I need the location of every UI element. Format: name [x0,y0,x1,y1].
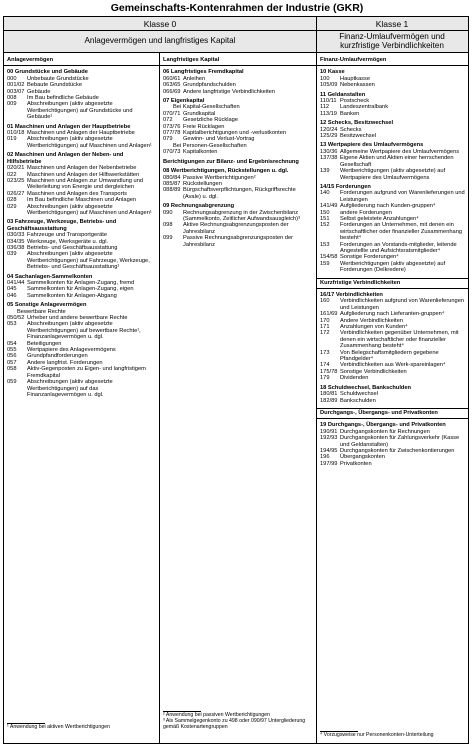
account-name: Bebaute Grundstücke [27,82,83,89]
account-number: 070/73 [163,149,181,156]
account-row [163,210,313,223]
account-name: Grundkapital [183,110,216,117]
account-name: Gebäude [27,88,51,95]
account-number: 019 [7,136,17,143]
account-row [7,204,156,217]
account-number: 063/65 [163,82,181,89]
account-number: 009 [7,101,17,108]
account-name: Maschinen und Anlagen der Hilfswerkstätten [27,171,140,178]
account-number: 174 [320,362,330,369]
account-name: Wertberichtigungen (aktiv abgesetzte) auf Wertpapiere des Umlaufvermögens [340,168,446,181]
section-title: 00 Grundstücke und Gebäude [7,69,88,76]
area-heading: Anlagevermögen [4,56,159,66]
account-number: 003/07 [7,88,25,95]
account-name: Andere langfrist. Forderungen [27,359,103,366]
account-name: Forderungen an Vorstands-mitglieder, leitende Angestellte und Aufsichtsratsmitglieder⁴ [340,241,457,254]
section-title: 01 Maschinen und Anlagen der Hauptbetriebe [7,123,131,130]
area-heading: Kurzfristige Verbindlichkeiten [317,278,468,289]
account-name: Bei Personen-Gesellschaften [173,142,247,149]
account-row [163,235,313,248]
account-row [7,366,156,379]
account-number: 152 [320,222,330,229]
account-name: Verbindlichkeiten aufgrund von Warenlieferungen und Leistungen [340,298,465,311]
account-name: Forderungen an Unternehmen, mit denen ein wirtschaftlicher oder finanzieller Zusammenhang besteht⁴ [340,222,463,242]
account-name: Im Bau befindliche Gebäude [27,95,99,102]
account-name: Passive Wertberichtigungen² [183,174,256,181]
account-name: Maschinen und Anlagen der Nebenbetriebe [27,165,137,172]
account-number: 060/61 [163,75,181,82]
account-number: 046 [7,292,17,299]
page-title: Gemeinschafts-Kontenrahmen der Industrie (GKR) [110,2,364,14]
account-row [7,293,156,299]
account-row [320,350,465,363]
account-name: Gesetzliche Rücklage [183,117,239,124]
account-number: 000 [7,75,17,82]
account-number: 153 [320,241,330,248]
account-number: 175/78 [320,368,338,375]
account-name: Sammelkonten für Anlagen-Zugang, eigen [27,286,134,293]
account-number: 001/02 [7,82,25,89]
account-name: Andere Verbindlichkeiten [340,317,403,324]
account-name: Landeszentralbank [340,104,389,111]
account-row [7,101,156,120]
account-row [7,178,156,191]
account-number: 072 [163,117,173,124]
account-number: 054 [7,340,17,347]
account-name: Abschreibungen (aktiv abgesetzte Wertberichtigungen) auf bewertbare Rechte¹, Finanzanlagevermögen u. dgl. [27,321,141,341]
account-number: 197/99 [320,460,338,467]
account-row [320,435,465,448]
account-number: 190/91 [320,428,338,435]
account-name: Sammelkonten für Anlagen-Zugang, fremd [27,280,135,286]
account-number: 150 [320,209,330,216]
account-row [7,136,156,149]
account-number: 030/33 [7,232,25,239]
account-number: 020/21 [7,165,25,172]
account-number: 070/71 [163,110,181,117]
account-name: Durchgangskonten für Zwischenkontierungen [340,447,455,454]
account-name: Im Bau befindliche Maschinen und Anlagen [27,197,137,204]
account-number: 099 [163,235,173,242]
account-name: Unbebaute Grundstücke [27,75,89,82]
account-number: 039 [7,251,17,258]
account-name: Durchgangskonten für Rechnungen [340,428,430,435]
account-row [163,222,313,235]
account-name: Postscheck [340,98,370,105]
account-name: Besitzwechsel [340,133,377,140]
account-name: andere Forderungen [340,209,392,216]
account-name: Anleihen [183,75,206,82]
account-name: Aufgliederung nach Lieferanten-gruppen⁴ [340,311,445,318]
account-name: Nebenkassen [340,82,375,89]
section-title: 13 Wertpapiere des Umlaufvermögens [320,142,424,149]
section-title: 09 Rechnungsabgrenzung [163,203,235,210]
account-number: 057 [7,359,17,366]
account-number: 085/87 [163,180,181,187]
account-number: 113/19 [320,110,337,117]
account-number: 140 [320,190,330,197]
account-name: Selbst geleistete Anzahlungen⁴ [340,215,419,222]
account-row [320,398,465,404]
account-name: Abschreibungen (aktiv abgesetzte Wertberichtigungen) auf das Finanzanlagevermögen u. dgl. [27,379,113,398]
section-title: 08 Wertberichtigungen, Rückstellungen u. dgl. [163,168,289,175]
account-row [320,222,465,241]
account-row [320,133,465,139]
account-name: Von Belegschaftsmitgliedern gegebene Pfandgelder⁴ [340,349,439,363]
account-number: 028 [7,197,17,204]
account-name: Maschinen und Anlagen des Transports [27,190,127,197]
class0-subheader: Anlagevermögen und langfristiges Kapital [4,31,316,53]
account-number: 161/69 [320,311,338,318]
account-number: 100 [320,75,330,82]
account-number: 022 [7,171,17,178]
account-number: 023/25 [7,177,25,184]
account-number: 026/27 [7,190,25,197]
account-name: Grundpfandforderungen [27,353,88,360]
account-name: Bei Kapital-Gesellschaften [173,104,240,111]
column-anlagevermoegen [4,53,159,743]
account-name: Rückstellungen [183,180,222,187]
account-name: Banken [340,110,360,117]
account-number: 041/44 [7,280,25,286]
account-name: Grundpfandschulden [183,82,236,89]
account-number: 058 [7,366,17,373]
account-name: Werkzeuge, Werksgeräte u. dgl. [27,238,109,245]
account-row [7,251,156,270]
account-number: 196 [320,454,330,461]
section-title: 11 Geldanstalten [320,91,366,98]
account-name: Sammelkonten für Anlagen-Abgang [27,292,117,299]
account-row [163,89,313,95]
account-name: Bewertbare Rechte [17,308,66,315]
footnote-4: ⁴ Vorzugsweise nur Personenkonten-Unterteilung [320,732,434,738]
section-title: 02 Maschinen und Anlagen der Neben- und Hilfsbetriebe [7,152,124,165]
account-name: Maschinen und Anlagen der Hauptbetriebe [27,130,135,137]
account-name: Verbindlichkeiten aus Werk-spareinlagen⁴ [340,362,446,369]
section-title: 06 Langfristiges Fremdkapital [163,69,244,76]
account-name: Beteiligungen [27,340,62,347]
account-number: 112 [320,104,330,111]
class1-header: Klasse 1 [316,17,468,31]
account-row [163,187,313,200]
class0-header: Klasse 0 [4,17,316,31]
section-title: 07 Eigenkapital [163,98,205,105]
account-row [7,379,156,398]
account-number: 010/18 [7,130,25,137]
account-name: Kapitalberichtigungen und -verlustkonten [183,130,287,137]
column-langfristiges-kapital [160,53,316,743]
account-name: Bürgschaftsverpflichtungen, Rückgriffsrechte (Avale) u. dgl. [183,187,296,200]
account-number: 192/93 [320,435,338,442]
account-row [320,111,465,117]
account-name: Sonstige Forderungen⁴ [340,254,399,261]
column-klasse1 [317,53,468,743]
account-row [320,375,465,381]
account-name: Schecks [340,126,362,133]
account-row [320,168,465,181]
account-number: 045 [7,286,17,293]
account-number: 066/69 [163,88,181,95]
account-number: 105/09 [320,82,338,89]
account-name: Maschinen und Anlagen zur Umwandlung und Weiterleitung von Energie und dergleichen [27,177,144,191]
class1-subheader: Finanz-Umlaufvermögen und kurzfristige Verbindlichkeiten [316,31,468,53]
account-name: Abschreibungen (aktiv abgesetzte Wertberichtigungen) auf Grundstücke und Gebäude¹ [27,101,133,121]
account-row [320,461,465,467]
account-table [3,16,469,744]
account-row [320,155,465,168]
section-title: 05 Sonstige Anlagevermögen [7,302,87,309]
account-name: Hauptkasse [340,75,371,82]
area-heading: Langfristiges Kapital [160,56,316,66]
account-number: 154/58 [320,254,338,261]
account-name: Dividenden [340,375,369,382]
footnote-2-3: ² Anwendung bei passiven Wertberichtigungen ³ Als Sammelgegenkonto zu 498 oder 090/97 Untergliederung gemäß Kostenartengruppen [163,712,306,730]
account-name: Durchgangskonten für Zahlungsverkehr (Kasse und Geldanstalten) [340,435,460,448]
account-number: 130/36 [320,148,338,155]
account-number: 139 [320,168,330,175]
account-name: Kapitalkonten [183,149,218,156]
account-number: 059 [7,379,17,386]
account-number: 180/81 [320,391,338,398]
account-name: Forderungen aufgrund von Warenlieferungen und Leistungen [340,190,465,203]
account-number: 172 [320,330,330,337]
account-number: 034/35 [7,238,25,245]
account-name: Allgemeine Wertpapiere des Umlaufvermögens [340,148,460,155]
account-number: 171 [320,324,330,331]
account-number: 125/29 [320,133,338,140]
account-number: 110/11 [320,98,337,105]
account-name: Gewinn- und Verlust-Vortrag [183,136,255,143]
section-title: 16/17 Verbindlichkeiten [320,292,383,298]
section-title: 04 Sachanlagen-Sammelkonten [7,273,93,280]
account-name: Aktive Rechnungsabgrenzungsposten der Jahresbilanz [183,222,289,235]
account-number: 182/89 [320,397,338,404]
account-number: 073/76 [163,123,181,130]
account-number: 056 [7,353,17,360]
account-number: 077/78 [163,130,181,137]
account-row [320,190,465,203]
account-number: 141/49 [320,203,338,210]
account-name: Übergangskonten [340,454,385,461]
section-title: 14/15 Forderungen [320,183,371,190]
account-number: 088/89 [163,187,181,194]
account-name: Abschreibungen (aktiv abgesetzte Wertberichtigungen) auf Maschinen und Anlagen¹ [27,136,152,149]
account-row [320,242,465,255]
account-number: 055 [7,347,17,354]
account-number: 173 [320,349,330,356]
account-name: Andere langfristige Verbindlichkeiten [183,88,276,95]
account-name: Sonstige Verbindlichkeiten [340,368,407,375]
section-title: 03 Fahrzeuge, Werkzeuge, Betriebs- und Geschäftsausstattung [7,219,117,232]
section-title: Berichtigungen zur Bilanz- und Ergebnisrechnung [163,158,299,165]
account-name: Wertberichtigungen (aktiv abgesetzte) auf Forderungen (Delkredere) [340,260,446,274]
account-name: Verbindlichkeiten gegenüber Unternehmen, mit denen ein wirtschaftlicher oder finanzieller Zusammenhang besteht⁴ [340,330,459,350]
account-number: 080/84 [163,174,181,181]
account-name: Aktiv-Gegenposten zu Eigen- und langfristigem Fremdkapital [27,366,146,379]
account-number: 008 [7,95,17,102]
account-number: 090 [163,209,173,216]
account-number: 179 [320,375,330,382]
account-name: Freie Rücklagen [183,123,225,130]
account-number: 050/52 [7,315,25,322]
account-number: 194/95 [320,447,338,454]
area-heading: Durchgangs-, Übergangs- und Privatkonten [317,408,468,419]
account-number: 053 [7,321,17,328]
account-row [320,298,465,311]
account-number: 098 [163,222,173,229]
account-name: Urheber und andere bewertbare Rechte [27,315,128,322]
account-number: 137/38 [320,155,338,162]
account-name: Bankschulden [340,397,376,404]
section-title: 10 Kasse [320,69,345,76]
account-number: 079 [163,136,173,143]
account-number: 036/38 [7,244,25,251]
account-name: Anzahlungen von Kunden⁴ [340,324,408,331]
account-name: Betriebs- und Geschäftsausstattung [27,244,118,251]
section-title: 18 Schuldwechsel, Bankschulden [320,384,412,391]
account-row [320,330,465,349]
account-number: 159 [320,260,330,267]
account-name: Wertpapiere des Anlagevermögens [27,347,116,354]
section-title: 12 Schecks, Besitzwechsel [320,120,394,127]
account-name: Abschreibungen (aktiv abgesetzte Wertberichtigungen) auf Fahrzeuge, Werkzeuge, Betriebs- und Geschäftsausstattung¹ [27,251,150,271]
account-name: Aufgliederung nach Kunden-gruppen⁴ [340,203,436,210]
account-name: Fahrzeuge und Transportgeräte [27,232,107,239]
account-number: 160 [320,298,330,305]
account-name: Abschreibungen (aktiv abgesetzte Wertberichtigungen) auf Maschinen und Anlagen¹ [27,203,152,216]
account-name: Eigene Aktien und Aktien einer herrschenden Gesellschaft [340,155,454,168]
account-row [163,149,313,155]
area-heading: Finanz-Umlaufvermögen [317,56,468,66]
account-row [320,82,465,88]
account-number: 170 [320,317,330,324]
account-name: Privatkonten [340,460,372,467]
footnote-1: ¹ Anwendung bei aktiven Wertberichtigungen [7,724,110,730]
account-name: Rechnungsabgrenzung in der Zwischenbilanz (Sammelkonto, Zeitlicher Aufwandsausgleich)³ [183,209,300,222]
account-name: Schuldwechsel [340,391,378,398]
account-number: 120/24 [320,126,338,133]
section-title: 19 Durchgangs-, Übergangs- und Privatkonten [320,422,446,429]
account-name: Passive Rechnungsabgrenzungsposten der Jahresbilanz [183,235,294,248]
account-number: 151 [320,215,330,222]
account-number: 029 [7,203,17,210]
account-row [7,321,156,340]
account-row [320,261,465,274]
